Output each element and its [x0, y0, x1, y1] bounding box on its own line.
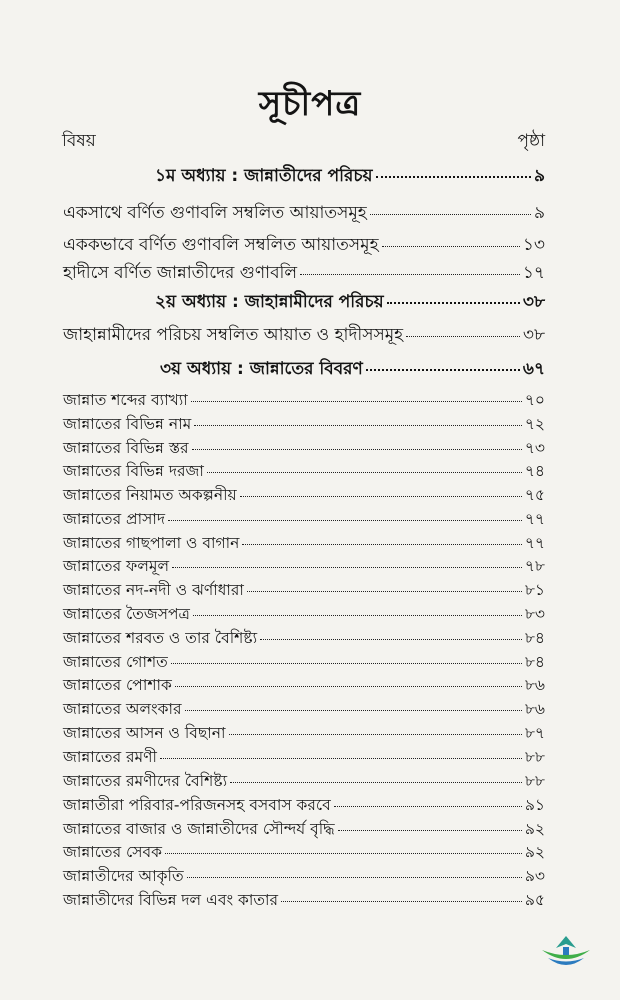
dot-leader [185, 710, 522, 711]
toc-entry [63, 840, 545, 866]
toc-entry-page-number: ৭৮ [524, 557, 545, 575]
page-title: সূচীপত্র [258, 84, 362, 124]
chapter-heading-label: ৩য় অধ্যায় : জান্নাতের বিবরণ [160, 359, 363, 379]
toc-entry-label: জান্নাতের বিভিন্ন স্তর [63, 439, 189, 457]
toc-entry-label: জান্নাতের তৈজসপত্র [63, 605, 190, 623]
toc-entry [63, 602, 545, 628]
toc-entry-label: জান্নাতের নিয়ামত অকল্পনীয় [63, 486, 237, 504]
toc-entry [63, 388, 545, 414]
toc-entry-label: জান্নাতের রমণীদের বৈশিষ্ট্য [63, 772, 228, 790]
dot-leader [171, 663, 522, 664]
dot-leader [370, 214, 531, 215]
toc-entry-page-number: ৩৮ [522, 325, 545, 345]
toc-entry [63, 697, 545, 723]
toc-entry-label: জান্নাতীদের আকৃতি [63, 867, 184, 885]
toc-entry-label: জান্নাতের অলংকার [63, 700, 182, 718]
dot-leader [192, 449, 522, 450]
toc-entry-label: জান্নাতের পোশাক [63, 676, 172, 694]
chapter-heading-label: ২য় অধ্যায় : জাহান্নামীদের পরিচয় [155, 292, 384, 312]
toc-entry-page-number: ৭৫ [524, 486, 545, 504]
toc-entry [63, 626, 545, 652]
toc-entry [63, 200, 545, 228]
dot-leader [230, 782, 522, 783]
dot-leader [207, 472, 522, 473]
dot-leader [194, 425, 522, 426]
toc-entry [63, 793, 545, 819]
toc-entry-page-number: ৮১ [524, 581, 545, 599]
toc-entry [63, 322, 545, 350]
toc-entry-label: জান্নাতের শরবত ও তার বৈশিষ্ট্য [63, 629, 258, 647]
toc-entry-page-number: ৮৭ [524, 724, 545, 742]
toc-entry-label: জাহান্নামীদের পরিচয় সম্বলিত আয়াত ও হাদীসসমূহ [63, 325, 404, 345]
toc-entry [63, 507, 545, 533]
chapter-heading [155, 163, 545, 191]
dot-leader [247, 591, 522, 592]
chapter-heading-page-number: ৬৭ [522, 359, 545, 379]
publisher-logo-icon [538, 934, 594, 972]
dot-leader [172, 567, 522, 568]
toc-entry-page-number: ৮৪ [524, 653, 545, 671]
toc-entry-page-number: ৭৭ [524, 534, 545, 552]
dot-leader [168, 520, 522, 521]
toc-entry [63, 412, 545, 438]
chapter-heading-label: ১ম অধ্যায় : জান্নাতীদের পরিচয় [155, 166, 373, 186]
toc-entry-page-number: ৭২ [524, 415, 545, 433]
toc-entry-page-number: ৭৩ [524, 439, 545, 457]
dot-leader [281, 901, 522, 902]
toc-entry-label: জান্নাতের বাজার ও জান্নাতীদের সৌন্দর্য বৃদ্ধি [63, 820, 335, 838]
toc-entry [63, 260, 545, 288]
toc-entry [63, 745, 545, 771]
toc-entry [63, 673, 545, 699]
dot-leader [160, 758, 522, 759]
toc-entry [63, 232, 545, 260]
toc-entry [63, 769, 545, 795]
dot-leader [165, 853, 522, 854]
toc-entry [63, 864, 545, 890]
toc-entry-page-number: ৯২ [524, 820, 545, 838]
toc-entry-label: জান্নাতের গোশত [63, 653, 168, 671]
toc-entry-page-number: ৮৮ [524, 748, 545, 766]
subject-column-header: বিষয় [62, 131, 96, 151]
toc-entry-page-number: ১৩ [522, 235, 545, 255]
dot-leader [376, 176, 531, 178]
toc-entry-page-number: ৮৬ [524, 676, 545, 694]
toc-entry-page-number: ৭০ [524, 391, 545, 409]
toc-entry [63, 554, 545, 580]
toc-entry [63, 578, 545, 604]
dot-leader [338, 830, 522, 831]
dot-leader [242, 544, 521, 545]
dot-leader [191, 401, 522, 402]
dot-leader [406, 336, 520, 337]
toc-entry-label: জান্নাতের ফলমূল [63, 557, 170, 575]
toc-entry-page-number: ৭৪ [524, 462, 545, 480]
toc-entry-label: একসাথে বর্ণিত গুণাবলি সম্বলিত আয়াতসমূহ [63, 203, 367, 223]
toc-entry-label: জান্নাতের রমণী [63, 748, 157, 766]
toc-entry-label: জান্নাতীরা পরিবার-পরিজনসহ বসবাস করবে [63, 796, 331, 814]
toc-entry-page-number: ৮৩ [524, 605, 545, 623]
toc-entry-page-number: ৮৮ [524, 772, 545, 790]
dot-leader [187, 877, 522, 878]
dot-leader [382, 246, 520, 247]
toc-entry-page-number: ১৭ [522, 263, 545, 283]
toc-entry-label: এককভাবে বর্ণিত গুণাবলি সম্বলিত আয়াতসমূহ [63, 235, 379, 255]
toc-entry-label: জান্নাতের আসন ও বিছানা [63, 724, 226, 742]
toc-entry-page-number: ৯১ [524, 796, 545, 814]
dot-leader [240, 496, 522, 497]
toc-entry-page-number: ৯৩ [524, 867, 545, 885]
toc-entry [63, 721, 545, 747]
toc-entry-page-number: ৯ [533, 203, 545, 223]
dot-leader [175, 686, 522, 687]
chapter-heading-page-number: ৯ [533, 166, 545, 186]
toc-entry-label: জান্নাতের নদ-নদী ও ঝর্ণাধারা [63, 581, 244, 599]
chapter-heading [160, 356, 545, 384]
dot-leader [260, 639, 522, 640]
toc-entry-page-number: ৭৭ [524, 510, 545, 528]
dot-leader [334, 806, 522, 807]
dot-leader [229, 734, 522, 735]
toc-entry-label: জান্নাতের বিভিন্ন নাম [63, 415, 192, 433]
page-column-header: পৃষ্ঠা [517, 131, 545, 151]
chapter-heading [155, 289, 545, 317]
dot-leader [366, 369, 520, 371]
toc-entry-page-number: ৮৬ [524, 700, 545, 718]
dot-leader [387, 302, 520, 304]
toc-entry-label: জান্নাতের বিভিন্ন দরজা [63, 462, 204, 480]
toc-entry [63, 888, 545, 914]
dot-leader [193, 615, 522, 616]
toc-entry-label: জান্নাতের প্রাসাদ [63, 510, 165, 528]
toc-entry-label: জান্নাতীদের বিভিন্ন দল এবং কাতার [63, 891, 279, 909]
toc-entry [63, 483, 545, 509]
toc-entry-label: জান্নাতের গাছপালা ও বাগান [63, 534, 240, 552]
toc-entry-label: হাদীসে বর্ণিত জান্নাতীদের গুণাবলি [63, 263, 298, 283]
toc-entry-page-number: ৮৪ [524, 629, 545, 647]
chapter-heading-page-number: ৩৮ [522, 292, 545, 312]
toc-entry-label: জান্নাত শব্দের ব্যাখ্যা [63, 391, 188, 409]
toc-entry-page-number: ৯২ [524, 843, 545, 861]
toc-entry-page-number: ৯৫ [524, 891, 545, 909]
toc-entry-label: জান্নাতের সেবক [63, 843, 163, 861]
toc-entry [63, 459, 545, 485]
dot-leader [300, 274, 520, 275]
